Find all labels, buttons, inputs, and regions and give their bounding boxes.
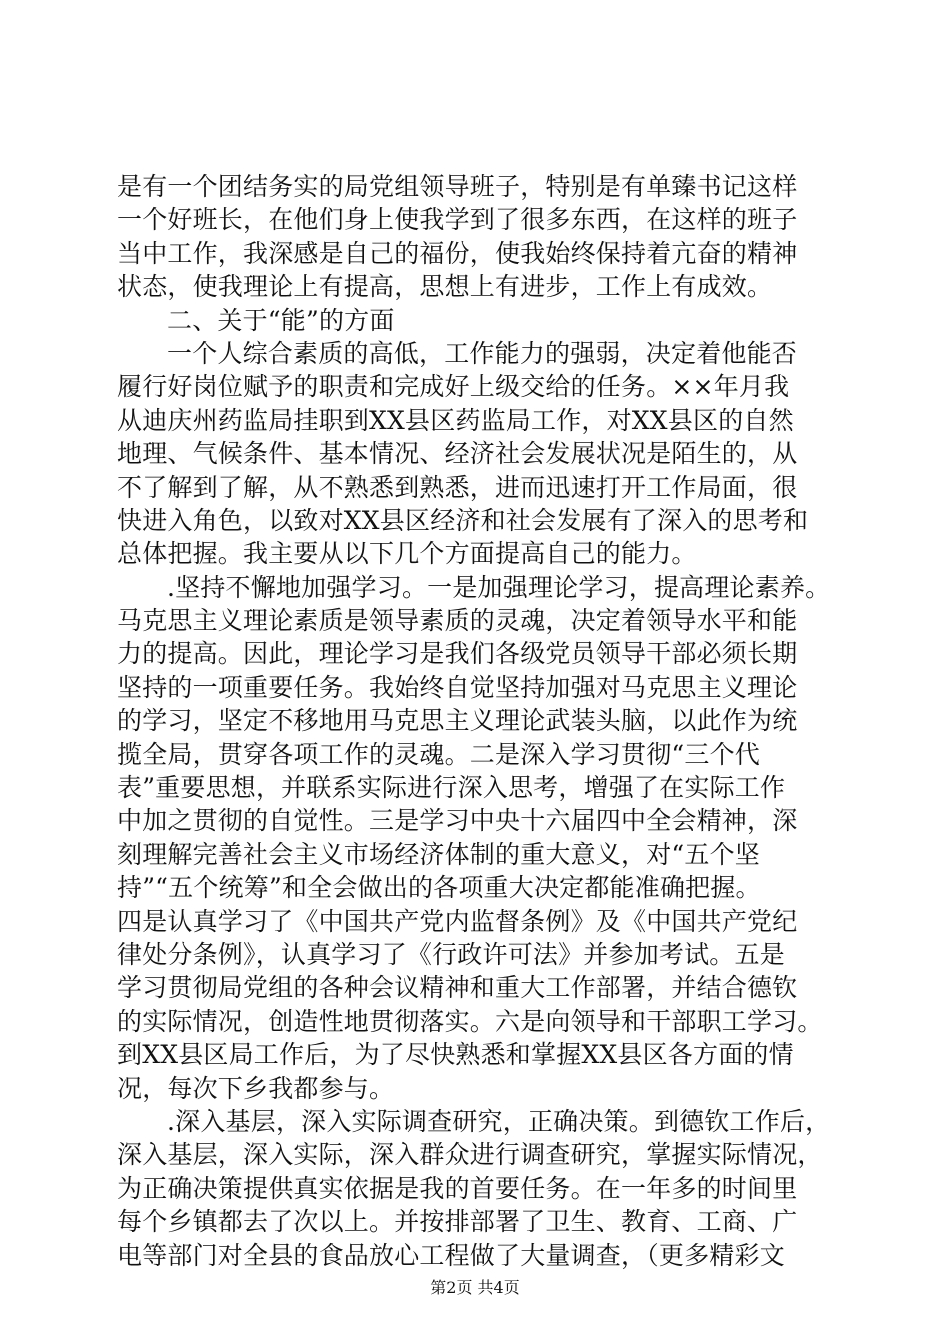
section-heading: 二、关于“能”的方面 [167, 305, 395, 335]
text-line: 持”“五个统筹”和全会做出的各项重大决定都能准确把握。 [117, 873, 761, 903]
text-line: 坚持的一项重要任务。我始终自觉坚持加强对马克思主义理论 [117, 672, 798, 702]
text-line: 律处分条例》，认真学习了《行政许可法》并参加考试。五是 [117, 939, 785, 969]
text-line: 电等部门对全县的食品放心工程做了大量调查，（更多精彩文 [117, 1240, 785, 1270]
page-number-label: 第2页 共4页 [430, 1278, 520, 1297]
text-line: 不了解到了解，从不熟悉到熟悉，进而迅速打开工作局面，很 [117, 472, 798, 502]
text-line: 深入基层，深入实际，深入群众进行调查研究，掌握实际情况， [117, 1140, 823, 1170]
text-line: 表”重要思想，并联系实际进行深入思考，增强了在实际工作 [117, 773, 786, 803]
text-line: .深入基层，深入实际调查研究，正确决策。到德钦工作后， [167, 1106, 831, 1136]
document-body [117, 170, 837, 1272]
text-line: 每个乡镇都去了次以上。并按排部署了卫生、教育、工商、广 [117, 1207, 798, 1237]
text-line: 快进入角色，以致对XX县区经济和社会发展有了深入的思考和 [117, 505, 809, 535]
text-line: 况，每次下乡我都参与。 [117, 1073, 395, 1103]
page-footer [0, 1278, 950, 1298]
text-line: 揽全局，贯穿各项工作的灵魂。二是深入学习贯彻“三个代 [117, 739, 760, 769]
text-line: 四是认真学习了《中国共产党内监督条例》及《中国共产党纪 [117, 906, 798, 936]
text-line: 力的提高。因此，理论学习是我们各级党员领导干部必须长期 [117, 639, 798, 669]
text-line: 学习贯彻局党组的各种会议精神和重大工作部署，并结合德钦 [117, 973, 798, 1003]
text-line: 状态，使我理论上有提高，思想上有进步，工作上有成效。 [117, 272, 773, 302]
text-line: 中加之贯彻的自觉性。三是学习中央十六届四中全会精神，深 [117, 806, 798, 836]
text-line: 从迪庆州药监局挂职到XX县区药监局工作，对XX县区的自然 [117, 405, 794, 435]
text-line: 到XX县区局工作后，为了尽快熟悉和掌握XX县区各方面的情 [117, 1040, 794, 1070]
text-line: 地理、气候条件、基本情况、经济社会发展状况是陌生的，从 [117, 439, 798, 469]
text-line: 刻理解完善社会主义市场经济体制的重大意义，对“五个坚 [117, 839, 760, 869]
text-line: 一个人综合素质的高低，工作能力的强弱，决定着他能否 [167, 338, 798, 368]
text-line: 一个好班长，在他们身上使我学到了很多东西，在这样的班子 [117, 205, 798, 235]
text-line: .坚持不懈地加强学习。一是加强理论学习，提高理论素养。 [167, 572, 831, 602]
text-line: 为正确决策提供真实依据是我的首要任务。在一年多的时间里 [117, 1173, 798, 1203]
text-line: 总体把握。我主要从以下几个方面提高自己的能力。 [117, 539, 697, 569]
text-line: 当中工作，我深感是自己的福份，使我始终保持着亢奋的精神 [117, 238, 798, 268]
text-line: 履行好岗位赋予的职责和完成好上级交给的任务。××年月我 [117, 372, 790, 402]
text-line: 马克思主义理论素质是领导素质的灵魂，决定着领导水平和能 [117, 606, 798, 636]
text-line: 的学习，坚定不移地用马克思主义理论武装头脑，以此作为统 [117, 706, 798, 736]
text-line: 是有一个团结务实的局党组领导班子，特别是有单臻书记这样 [117, 172, 798, 201]
text-line: 的实际情况，创造性地贯彻落实。六是向领导和干部职工学习。 [117, 1006, 823, 1036]
